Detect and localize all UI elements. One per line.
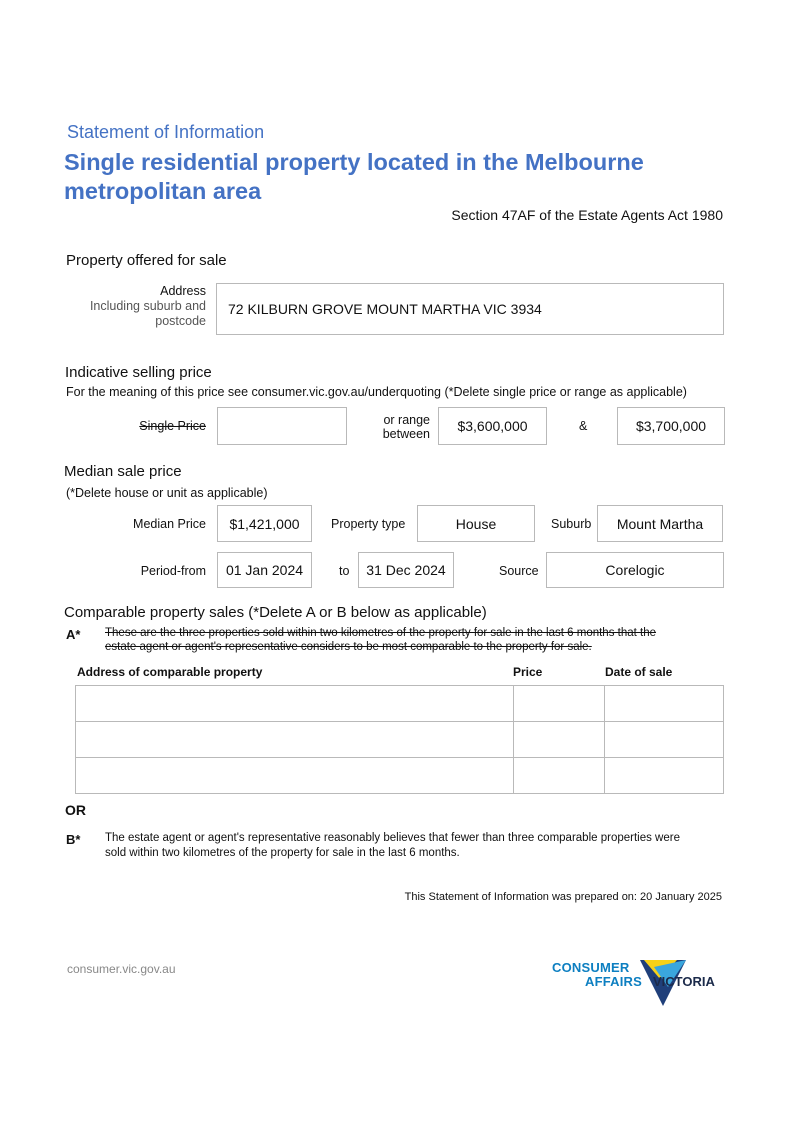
option-a-marker: A* [66, 627, 81, 642]
range-label-2: between [382, 427, 430, 441]
logo-victoria-text: VICTORIA [653, 974, 715, 989]
comparable-heading: Comparable property sales (*Delete A or B below as applicable) [64, 604, 487, 621]
address-sublabel-2: postcode [155, 314, 206, 328]
comparable-date-cell[interactable] [605, 686, 724, 722]
logo-affairs-text: AFFAIRS [585, 974, 643, 989]
range-high-value: $3,700,000 [635, 418, 707, 434]
comparable-address-cell[interactable] [76, 758, 514, 794]
median-heading: Median sale price [64, 463, 182, 480]
property-address-field[interactable] [216, 283, 724, 335]
range-ampersand: & [579, 419, 588, 433]
comparable-date-cell[interactable] [605, 758, 724, 794]
period-to-value: 31 Dec 2024 [366, 562, 446, 578]
consumer-affairs-victoria-logo [552, 957, 727, 1009]
document-title-line1: Single residential property located in the Melbourne [64, 149, 644, 175]
period-to-field[interactable] [358, 552, 454, 588]
range-high-field[interactable] [617, 407, 725, 445]
footer-url[interactable]: consumer.vic.gov.au [67, 962, 176, 976]
property-heading: Property offered for sale [66, 252, 227, 269]
source-field[interactable] [546, 552, 724, 588]
period-from-value: 01 Jan 2024 [225, 562, 304, 578]
option-a-text-line1: These are the three properties sold within two kilometres of the property for sale in the last 6 months that the [105, 627, 657, 639]
address-sublabel-1: Including suburb and [89, 299, 206, 313]
col-date-header: Date of sale [605, 665, 673, 679]
property-type-value: House [455, 515, 497, 532]
col-price-header: Price [513, 665, 543, 679]
option-b-text-line1: The estate agent or agent's representative reasonably believes that fewer than three comparable properties were [105, 832, 680, 844]
suburb-value: Mount Martha [616, 515, 704, 532]
option-a-text-line2: estate agent or agent's representative considers to be most comparable to the property for sale. [105, 641, 592, 653]
comparable-address-cell[interactable] [76, 686, 514, 722]
document-title-line2: metropolitan area [64, 178, 262, 204]
option-b-marker: B* [66, 832, 81, 847]
table-row [76, 758, 724, 794]
period-to-label: to [339, 564, 350, 578]
col-address-header: Address of comparable property [77, 665, 263, 679]
property-type-label: Property type [331, 517, 406, 531]
median-price-value: $1,421,000 [229, 515, 300, 532]
source-value: Corelogic [605, 562, 665, 578]
comparable-address-cell[interactable] [76, 722, 514, 758]
comparable-price-cell[interactable] [514, 686, 605, 722]
comparable-price-cell[interactable] [514, 758, 605, 794]
indicative-note: For the meaning of this price see consumer.vic.gov.au/underquoting (*Delete single price or range as applicable) [66, 385, 687, 399]
table-row [76, 686, 724, 722]
median-note: (*Delete house or unit as applicable) [66, 486, 268, 500]
period-from-label: Period-from [140, 564, 206, 578]
range-label-1: or range [383, 413, 430, 427]
act-reference: Section 47AF of the Estate Agents Act 1980 [451, 207, 723, 223]
document-subtitle: Statement of Information [67, 122, 265, 142]
median-price-label: Median Price [133, 517, 206, 531]
period-from-field[interactable] [217, 552, 312, 588]
median-price-field[interactable] [217, 505, 312, 542]
or-divider-text: OR [65, 802, 86, 818]
suburb-field[interactable] [597, 505, 723, 542]
source-label: Source [499, 564, 539, 578]
comparable-sales-table [75, 685, 724, 794]
single-price-label: Single Price [139, 419, 206, 433]
indicative-heading: Indicative selling price [65, 364, 212, 381]
option-b-text-line2: sold within two kilometres of the property for sale in the last 6 months. [105, 847, 460, 859]
range-low-value: $3,600,000 [457, 418, 528, 434]
address-label: Address [160, 284, 206, 298]
comparable-date-cell[interactable] [605, 722, 724, 758]
property-address-value: 72 KILBURN GROVE MOUNT MARTHA VIC 3934 [228, 301, 542, 317]
table-row [76, 722, 724, 758]
suburb-label: Suburb [551, 517, 592, 531]
logo-consumer-text: CONSUMER [552, 960, 630, 975]
range-low-field[interactable] [438, 407, 547, 445]
property-type-field[interactable] [417, 505, 535, 542]
comparable-price-cell[interactable] [514, 722, 605, 758]
prepared-date: This Statement of Information was prepared on: 20 January 2025 [404, 891, 722, 903]
single-price-field[interactable] [217, 407, 347, 445]
